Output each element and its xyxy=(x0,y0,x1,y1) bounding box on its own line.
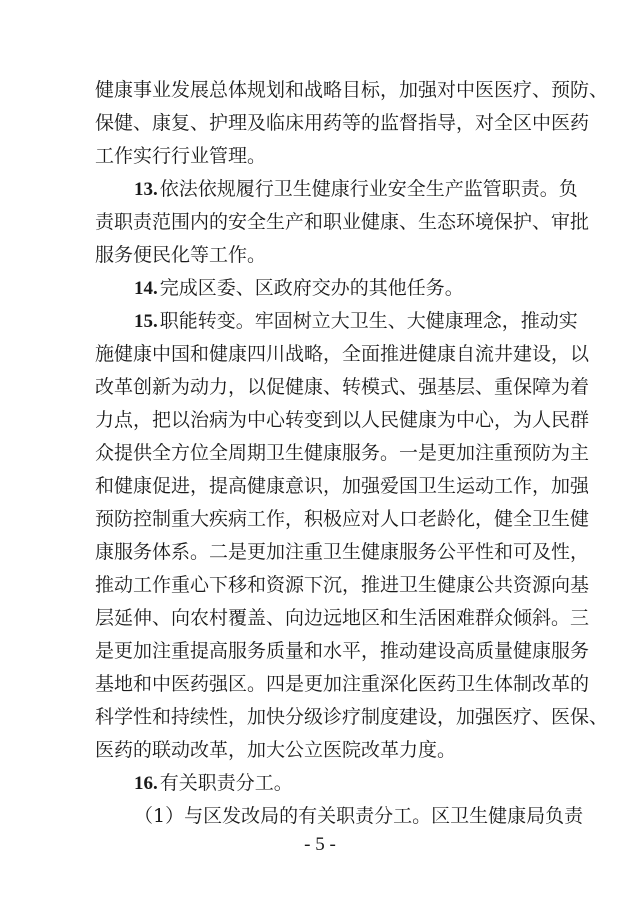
line-text: 众提供全方位全周期卫生健康服务。一是更加注重预防为主 xyxy=(95,442,590,464)
line-text: 基地和中医药强区。四是更加注重深化医药卫生体制改革的 xyxy=(95,673,590,695)
line-text: 预防控制重大疾病工作，积极应对人口老龄化，健全卫生健 xyxy=(95,508,590,530)
line-text: 有关职责分工。 xyxy=(159,772,293,794)
line-text: 和健康促进，提高健康意识，加强爱国卫生运动工作，加强 xyxy=(95,475,590,497)
text-line xyxy=(0,767,640,800)
line-text: 改革创新为动力，以促健康、转模式、强基层、重保障为着 xyxy=(95,376,590,398)
text-line xyxy=(0,305,640,338)
text-line xyxy=(0,800,640,833)
line-text: 完成区委、区政府交办的其他任务。 xyxy=(159,277,464,299)
text-line xyxy=(0,668,640,701)
text-line xyxy=(0,404,640,437)
line-text: 施健康中国和健康四川战略，全面推进健康自流井建设，以 xyxy=(95,343,590,365)
line-text: （1）与区发改局的有关职责分工。区卫生健康局负责 xyxy=(134,805,584,827)
text-line xyxy=(0,635,640,668)
line-text: 力点，把以治病为中心转变到以人民健康为中心，为人民群 xyxy=(95,409,590,431)
line-text: 康服务体系。二是更加注重卫生健康服务公平性和可及性， xyxy=(95,541,590,563)
text-line xyxy=(0,734,640,767)
item-number: 14. xyxy=(134,278,158,299)
line-text: 职能转变。牢固树立大卫生、大健康理念，推动实 xyxy=(159,310,578,332)
line-text: 科学性和持续性，加快分级诊疗制度建设，加强医疗、医保、 xyxy=(95,706,609,728)
text-line xyxy=(0,206,640,239)
item-number: 16. xyxy=(134,773,158,794)
line-text: 工作实行行业管理。 xyxy=(95,145,267,167)
line-text: 责职责范围内的安全生产和职业健康、生态环境保护、审批 xyxy=(95,211,590,233)
text-line xyxy=(0,338,640,371)
text-line xyxy=(0,701,640,734)
line-text: 保健、康复、护理及临床用药等的监督指导，对全区中医药 xyxy=(95,112,590,134)
item-number: 15. xyxy=(134,311,158,332)
line-text: 推动工作重心下移和资源下沉，推进卫生健康公共资源向基 xyxy=(95,574,590,596)
text-line xyxy=(0,569,640,602)
line-text: 依法依规履行卫生健康行业安全生产监管职责。负 xyxy=(159,178,578,200)
text-line xyxy=(0,470,640,503)
line-text: 层延伸、向农村覆盖、向边远地区和生活困难群众倾斜。三 xyxy=(95,607,590,629)
page-number: - 5 - xyxy=(304,834,336,855)
text-line xyxy=(0,536,640,569)
line-text: 服务便民化等工作。 xyxy=(95,244,267,266)
text-line xyxy=(0,173,640,206)
text-line xyxy=(0,107,640,140)
text-line xyxy=(0,437,640,470)
text-line xyxy=(0,503,640,536)
text-line xyxy=(0,239,640,272)
text-line xyxy=(0,371,640,404)
text-line xyxy=(0,74,640,107)
item-number: 13. xyxy=(134,179,158,200)
text-line xyxy=(0,140,640,173)
text-line xyxy=(0,602,640,635)
text-line xyxy=(0,272,640,305)
line-text: 医药的联动改革，加大公立医院改革力度。 xyxy=(95,739,457,761)
line-text: 健康事业发展总体规划和战略目标，加强对中医医疗、预防、 xyxy=(95,79,609,101)
line-text: 是更加注重提高服务质量和水平，推动建设高质量健康服务 xyxy=(95,640,590,662)
